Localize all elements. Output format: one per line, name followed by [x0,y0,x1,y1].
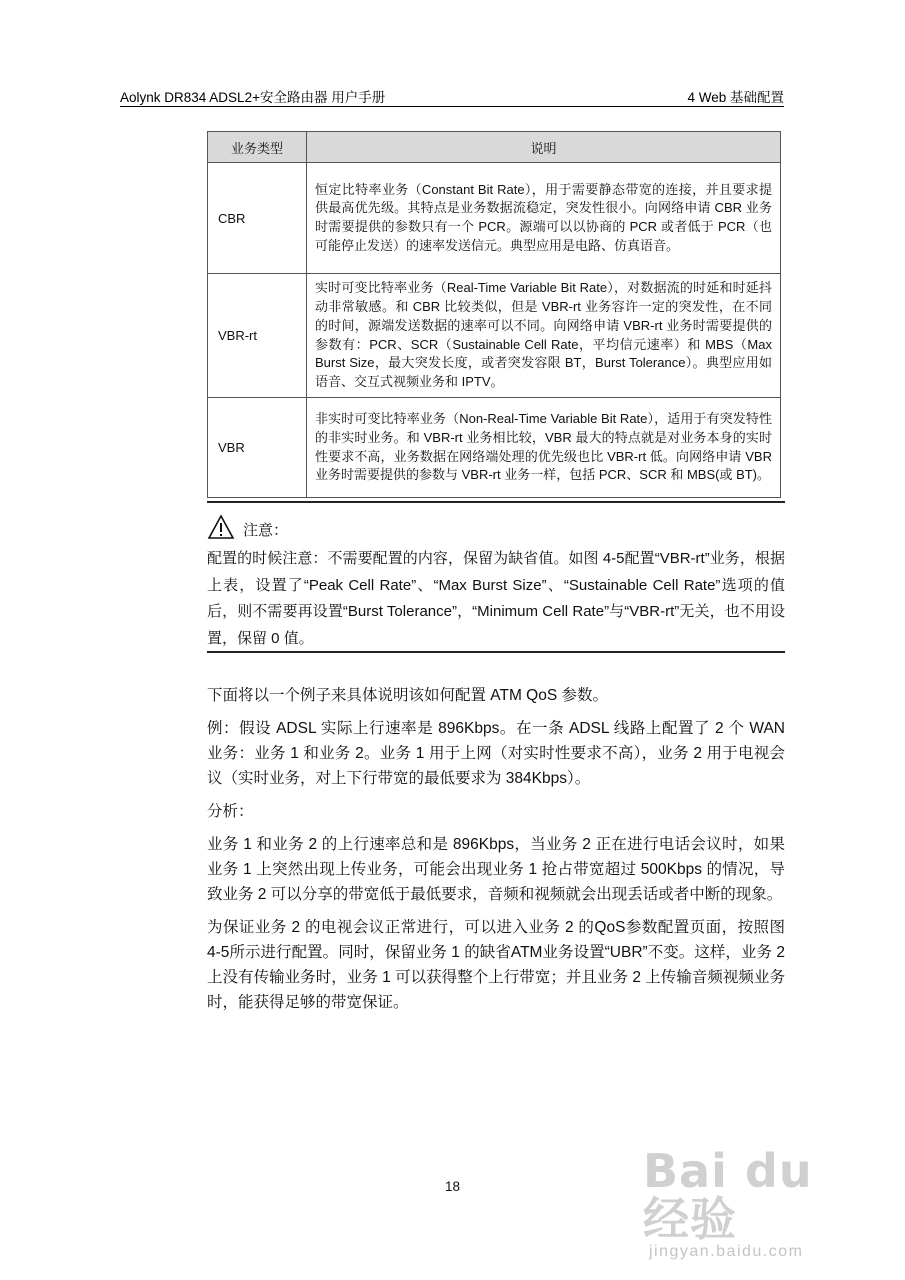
notice-title: 注意： [243,521,289,539]
column-header-description: 说明 [307,132,781,163]
paragraph-analysis: 业务 1 和业务 2 的上行速率总和是 896Kbps，当业务 2 正在进行电话会议时，如果业务 1 上突然出现上传业务，可能会出现业务 1 抢占带宽超过 500Kbps 的情况，导致业务 2 可以分享的带宽低于最低要求，音频和视频就会出现丢话或者中断的现象。 [207,836,785,903]
service-type-cell: CBR [208,163,307,274]
paragraph-analysis-label: 分析： [207,803,254,820]
service-description-cell: 恒定比特率业务（Constant Bit Rate），用于需要静态带宽的连接，并且要求提供最高优先级。其特点是业务数据流稳定，突发性很小。向网络申请 CBR 业务时需要提供的参数只有一个 PCR。源端可以以协商的 PCR 或者低于 PCR（也可能停止发送）的速率发送信元。典型应用是电路、仿真语音。 [307,163,781,274]
service-type-cell: VBR-rt [208,274,307,398]
body-text [207,683,785,1023]
service-description-cell: 非实时可变比特率业务（Non-Real-Time Variable Bit Rate），适用于有突发特性的非实时业务。和 VBR-rt 业务相比较，VBR 最大的特点就是对业务本身的实时性要求不高，业务数据在网络端处理的优先级也比 VBR-rt 低。向网络申请 VBR 业务时需要提供的参数与 VBR-rt 业务一样，包括 PCR、SCR 和 MBS(或 BT)。 [307,398,781,498]
header-doc-title: Aolynk DR834 ADSL2+安全路由器 用户手册 [120,90,386,105]
page-header [120,86,784,106]
header-chapter-title: 4 Web 基础配置 [687,90,784,105]
column-header-type: 业务类型 [208,132,307,163]
notice-heading [207,514,288,544]
notice-body: 配置的时候注意：不需要配置的内容，保留为缺省值。如图 4-5配置“VBR-rt”业务，根据上表，设置了“Peak Cell Rate”、“Max Burst Size”、“Sustainable Cell Rate”选项的值后，则不需要再设置“Burst Tolerance”，“Minimum Cell Rate”与“VBR-rt”无关，也不用设置，保留 0 值。 [207,550,785,647]
header-divider [120,106,784,107]
page-number: 18 [444,1179,461,1194]
watermark-logo: Bai du 经验 [643,1144,813,1246]
baidu-jingyan-watermark [643,1144,843,1260]
table-row [208,398,781,498]
paragraph-example: 例：假设 ADSL 实际上行速率是 896Kbps。在一条 ADSL 线路上配置了 2 个 WAN 业务：业务 1 和业务 2。业务 1 用于上网（对实时性要求不高），业务 2 用于电视会议（实时业务，对上下行带宽的最低要求为 384Kbps）。 [207,720,785,787]
paragraph-solution: 为保证业务 2 的电视会议正常进行，可以进入业务 2 的QoS参数配置页面，按照图 4-5所示进行配置。同时，保留业务 1 的缺省ATM业务设置“UBR”不变。这样，业务 2 上没有传输业务时，业务 1 可以获得整个上行带宽；并且业务 2 上传输音频视频业务时，能获得足够的带宽保证。 [207,919,785,1011]
service-description-cell: 实时可变比特率业务（Real-Time Variable Bit Rate），对数据流的时延和时延抖动非常敏感。和 CBR 比较类似，但是 VBR-rt 业务容许一定的突发性，在不同的时间，源端发送数据的速率可以不同。向网络申请 VBR-rt 业务时需要提供的参数有：PCR、SCR（Sustainable Cell Rate，平均信元速率）和 MBS（Max Burst Size，最大突发长度，或者突发容限 BT，Burst Tolerance）。典型应用如语音、交互式视频业务和 IPTV。 [307,274,781,398]
table-row [208,274,781,398]
warning-icon [207,514,243,544]
service-type-cell: VBR [208,398,307,498]
watermark-url: jingyan.baidu.com [649,1243,804,1260]
table-header-row [208,132,781,163]
notice-bottom-rule [207,651,785,653]
service-type-table [207,131,781,498]
table-row [208,163,781,274]
notice-top-rule [207,501,785,503]
paragraph-intro: 下面将以一个例子来具体说明该如何配置 ATM QoS 参数。 [207,687,609,704]
